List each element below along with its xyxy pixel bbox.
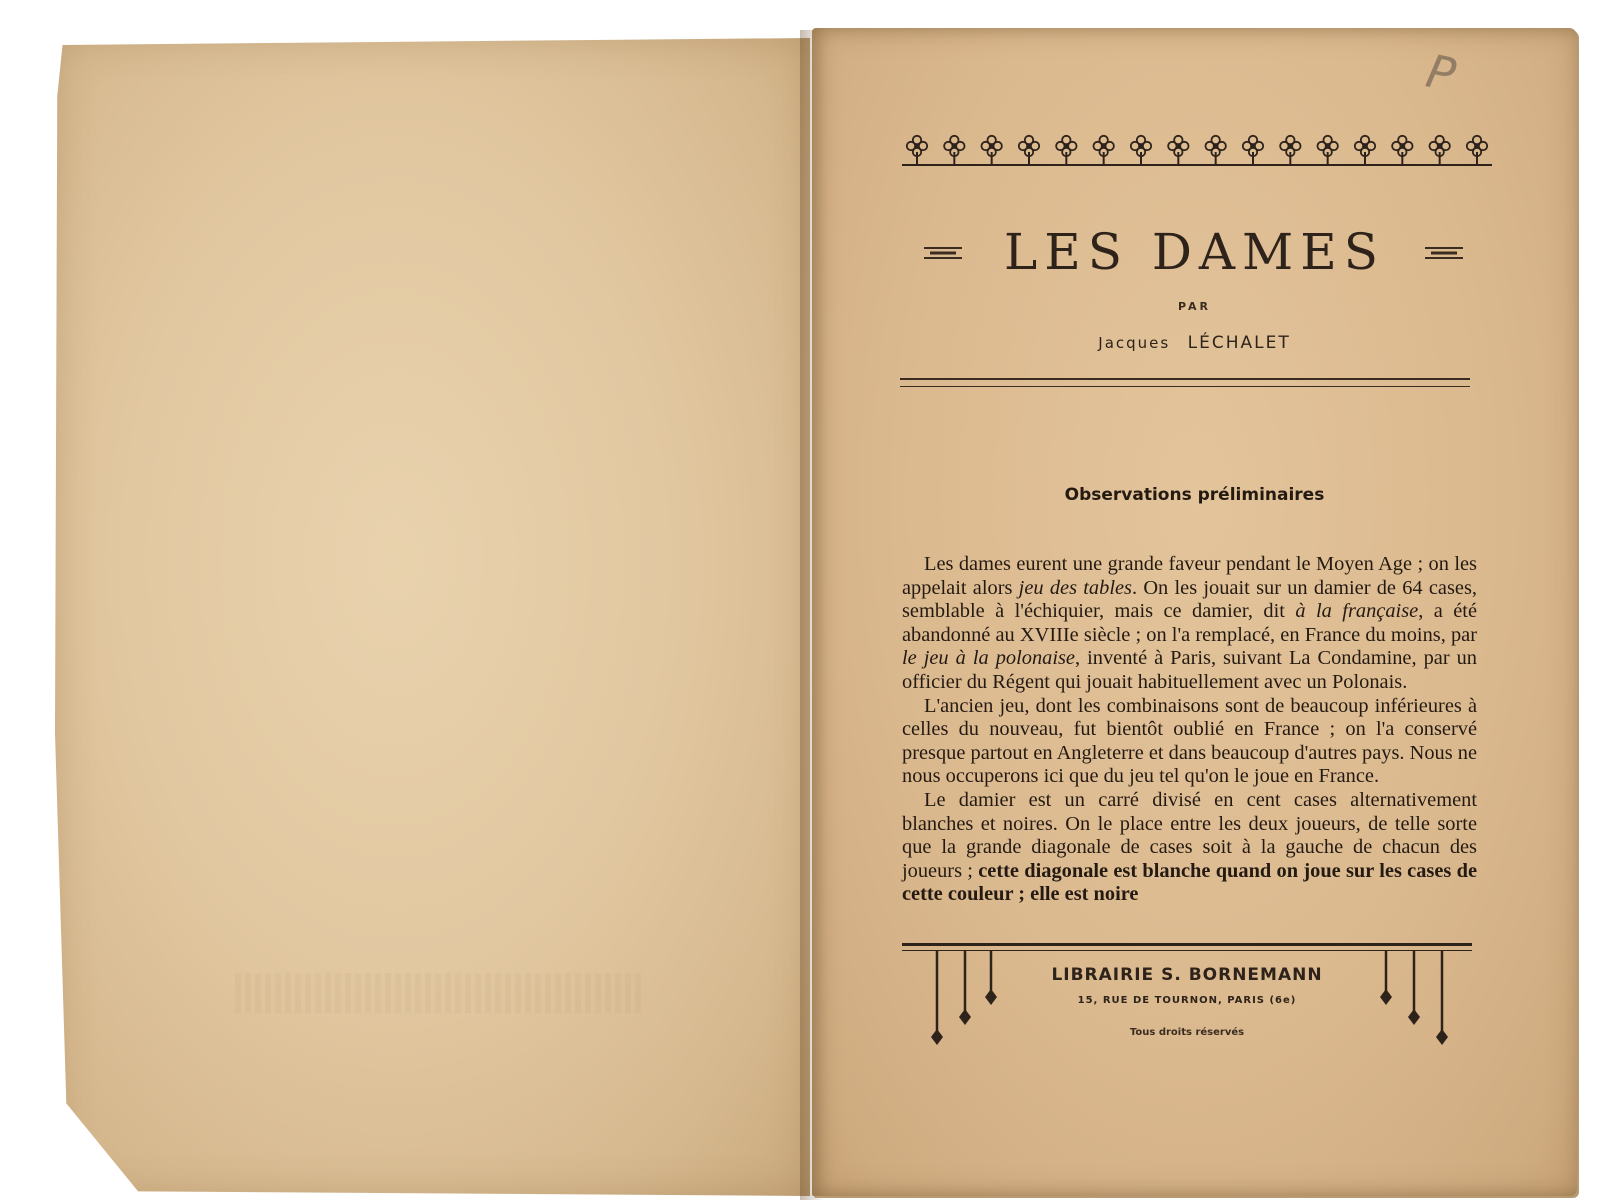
title-divider [900,378,1470,387]
flower-icon [1168,136,1188,164]
flower-icon [907,136,927,164]
flower-icon [1317,136,1337,164]
author-first-name: Jacques [1098,334,1171,352]
left-blank-page [55,38,810,1196]
publisher-footer [902,943,1472,1053]
flower-icon [1019,136,1039,164]
bleed-through-mark [235,973,645,1013]
flower-icon [1243,136,1263,164]
italic-text-run: à la française [1295,600,1419,623]
title-row [922,223,1467,281]
flower-icon [1205,136,1225,164]
author-last-name: LÉCHALET [1187,333,1291,353]
body-text [902,553,1477,907]
flower-icon [944,136,964,164]
handwritten-page-mark: P [1421,43,1461,103]
body-paragraph [902,695,1477,789]
flower-icon [1355,136,1375,164]
flower-icon [1429,136,1449,164]
flower-icon [1280,136,1300,164]
text-run: . On les jouait sur un damier de 64 cases, semblable à l'échiquier, mais ce damier, dit [902,576,1477,623]
text-run: , inventé à Paris, suivant La Condamine, par un officier du Régent qui jouait habituellement avec un Polonais. [902,647,1478,693]
text-run: L'ancien jeu, dont les combinaisons sont de beaucoup inférieures à celles du nouveau, fut bientôt oublié en France ; on l'a conservé presque partout en Angleterre et dans beaucoup d'autres pays. Nous ne nous occuperons ici que du jeu tel qu'on le joue en France. [902,694,1477,788]
flower-icon [1093,136,1113,164]
publisher-address: 15, RUE DE TOURNON, PARIS (6e) [1077,995,1297,1006]
book-title: LES DAMES [1004,223,1385,281]
flower-icon [1392,136,1412,164]
italic-text-run: jeu des tables [1018,576,1132,599]
body-paragraph [902,789,1477,907]
by-line: PAR [1177,300,1212,313]
flower-icon [1131,136,1151,164]
double-dash-ornament-icon [922,242,966,262]
text-run: Les dames eurent une grande faveur pendant le Moyen Age ; on les appelait alors [902,553,1477,599]
italic-text-run: le jeu à la polonaise [902,647,1075,670]
bold-text-run: cette diagonale est blanche quand on joue sur les cases de cette couleur ; elle est noire [902,859,1477,906]
author-name [812,333,1577,353]
right-title-page [812,28,1577,1196]
section-heading: Observations préliminaires [1064,485,1325,505]
rights-notice: Tous droits réservés [1129,1027,1245,1038]
body-paragraph [902,553,1477,695]
flower-icon [981,136,1001,164]
flower-icon [1056,136,1076,164]
publisher-name: LIBRAIRIE S. BORNEMANN [1051,965,1323,985]
flower-border-icon [902,132,1492,172]
flower-icon [1467,136,1487,164]
footer-rule [902,943,1472,951]
text-run: Le damier est un carré divisé en cent cases alternativement blanches et noires. On le place entre les deux joueurs, de telle sorte que la grande diagonale de cases soit à la gauche de chacun des joueurs ; [902,788,1477,882]
double-dash-ornament-icon [1423,242,1467,262]
text-run: , a été abandonné au XVIIIe siècle ; on l'a remplacé, en France du moins, par [902,600,1478,646]
